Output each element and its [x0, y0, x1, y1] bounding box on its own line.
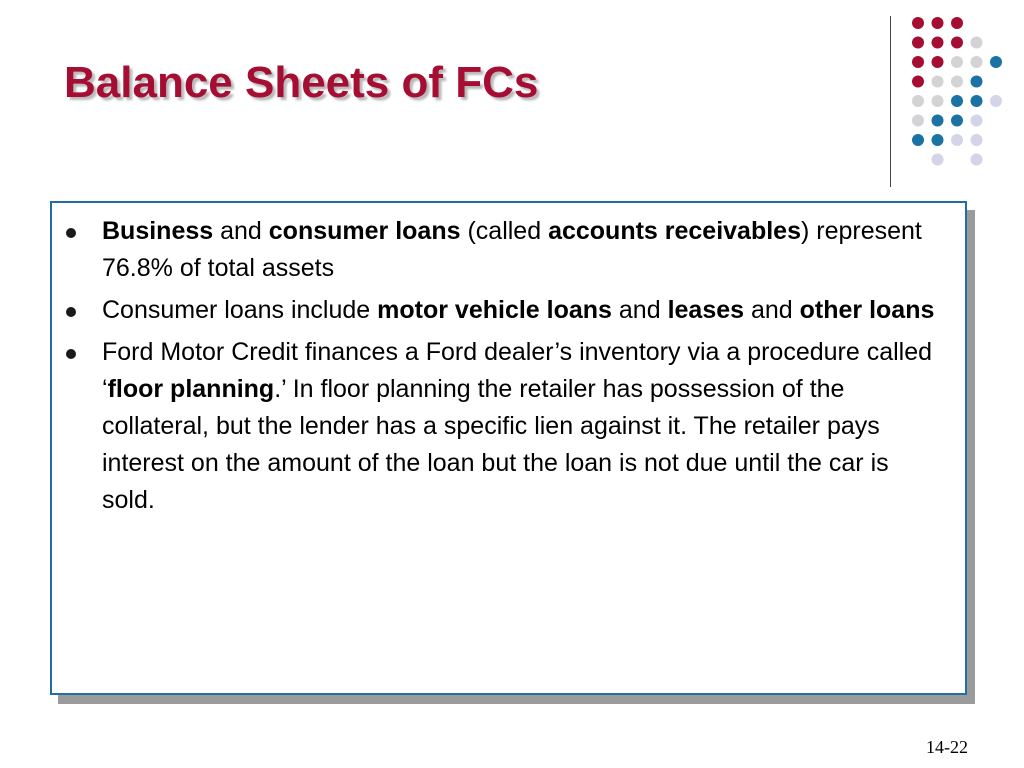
bullet-text: and — [611, 296, 668, 324]
bullet-item — [52, 213, 942, 287]
bullet-bold-text: other loans — [799, 296, 935, 324]
decoration-dot — [912, 37, 924, 49]
bullet-text: Consumer loans include — [102, 296, 378, 324]
decoration-dot — [951, 56, 963, 68]
content-box — [50, 201, 967, 695]
bullet-bold-text: accounts receivables — [548, 217, 801, 245]
bullet-text: ) represent 76.8% of total assets — [102, 217, 922, 282]
decoration-dot — [971, 37, 983, 49]
decoration-dot — [932, 154, 944, 166]
bullet-text: and — [213, 217, 269, 245]
bullet-bold-text: consumer loans — [268, 217, 461, 245]
bullet-text: Ford Motor Credit finances a Ford dealer’s inventory via a procedure called ‘ — [102, 338, 933, 403]
decoration-dot — [971, 56, 983, 68]
decoration-dot — [971, 154, 983, 166]
slide-number: 14-22 — [926, 737, 968, 757]
decoration-dot — [971, 115, 983, 127]
decoration-dot — [932, 37, 944, 49]
decoration-dot — [971, 134, 983, 146]
decoration-dot — [912, 115, 924, 127]
decoration-dot — [971, 95, 983, 107]
decoration-dot — [951, 76, 963, 88]
decoration-dot — [912, 76, 924, 88]
decoration-dot — [932, 56, 944, 68]
bullet-item — [52, 292, 942, 329]
bullet-bold-text: floor planning — [107, 375, 275, 403]
decoration-dot — [951, 17, 963, 29]
decoration-dot — [951, 134, 963, 146]
decoration-dot — [932, 17, 944, 29]
dot-grid-decoration — [0, 0, 1024, 200]
decoration-dot — [951, 115, 963, 127]
decoration-dot — [932, 76, 944, 88]
bullet-list — [52, 213, 942, 524]
bullet-bold-text: motor vehicle loans — [377, 296, 612, 324]
decoration-dot — [951, 37, 963, 49]
slide-title: Balance Sheets of FCs — [64, 58, 539, 107]
decoration-dot — [912, 17, 924, 29]
decoration-dot — [912, 95, 924, 107]
bullet-bold-text: Business — [102, 217, 214, 245]
decoration-dot — [990, 56, 1002, 68]
decoration-dot — [951, 95, 963, 107]
bullet-text: and — [744, 296, 800, 324]
decoration-dot — [932, 95, 944, 107]
decoration-dot — [912, 56, 924, 68]
bullet-item — [52, 334, 942, 519]
decoration-dot — [971, 76, 983, 88]
decoration-dot — [912, 134, 924, 146]
bullet-text: (called — [460, 217, 549, 245]
decoration-dot — [932, 115, 944, 127]
bullet-text: .’ In floor planning the retailer has possession of the collateral, but the lender has a specific lien against it. The retailer pays interest on the amount of the loan but the loan is not due until the car is sold. — [102, 375, 889, 514]
bullet-bold-text: leases — [667, 296, 745, 324]
decoration-dot — [932, 134, 944, 146]
decoration-dot — [990, 95, 1002, 107]
